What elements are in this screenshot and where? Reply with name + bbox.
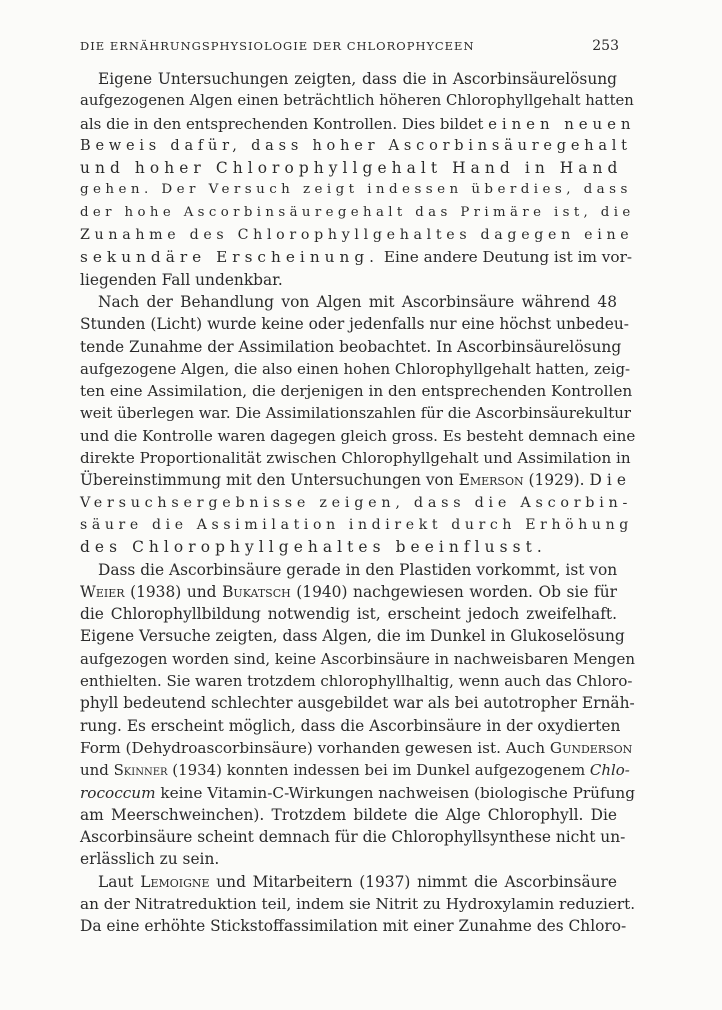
text-segment: Die [589, 471, 632, 490]
text-line [80, 848, 617, 870]
text-line [80, 715, 621, 737]
text-segment: säure die Assimilation indirekt durch Erhöhung [80, 516, 633, 533]
text-line [80, 224, 634, 246]
running-head [80, 38, 619, 54]
text-segment: Lemoigne [140, 872, 210, 891]
paragraph [80, 291, 636, 559]
text-line [80, 737, 633, 759]
text-line [80, 90, 634, 112]
text-segment: ten eine Assimilation, die derjenigen in den entsprechenden Kontrollen [80, 382, 633, 401]
text-line [80, 358, 631, 380]
text-line [80, 336, 622, 358]
text-segment: und [80, 761, 114, 780]
text-line [80, 68, 617, 90]
text-line [80, 603, 617, 625]
text-segment: enthielten. Sie waren trotzdem chlorophyllhaltig, wenn auch das Chloro- [80, 672, 633, 691]
text-segment: am Meerschweinchen). Trotzdem bildete die Alge Chlorophyll. Die [80, 805, 617, 824]
page-number: 253 [592, 38, 619, 54]
text-line [80, 135, 632, 157]
text-line [80, 202, 635, 224]
text-segment: Eigene Versuche zeigten, dass Algen, die im Dunkel in Glukoselösung [80, 627, 625, 646]
text-segment: des Chlorophyllgehaltes beeinflusst. [80, 538, 547, 557]
text-line [80, 915, 627, 937]
text-segment: keine Vitamin-C-Wirkungen nachweisen (biologische Prüfung [155, 783, 636, 802]
text-segment: die Chlorophyllbildung notwendig ist, erscheint jedoch zweifelhaft. [80, 605, 617, 624]
text-line [80, 536, 617, 558]
text-segment: und hoher Chlorophyllgehalt Hand in Hand [80, 159, 623, 178]
body-text [80, 68, 636, 938]
text-line [80, 759, 630, 781]
text-segment: Form (Dehydroascorbinsäure) vorhanden gewesen ist. Auch [80, 738, 550, 757]
text-segment: (1938) und [124, 582, 223, 601]
text-line [80, 893, 636, 915]
text-line [80, 782, 636, 804]
text-line [80, 514, 633, 536]
running-title: DIE ERNÄHRUNGSPHYSIOLOGIE DER CHLOROPHYCEEN [80, 39, 475, 53]
text-line [80, 625, 625, 647]
text-line [80, 113, 636, 135]
text-line [80, 871, 617, 893]
text-segment: der hohe Ascorbinsäuregehalt das Primäre ist, die [80, 204, 635, 220]
text-line [80, 469, 632, 491]
text-segment: als die in den entsprechenden Kontrollen. Dies bildet [80, 114, 489, 133]
text-segment: Weier [80, 582, 125, 601]
text-segment: Nach der Behandlung von Algen mit Ascorbinsäure während 48 [98, 292, 617, 311]
text-segment: rococcum [80, 783, 156, 802]
text-segment: Dass die Ascorbinsäure gerade in den Plastiden vorkommt, ist von [98, 560, 618, 579]
text-segment: Übereinstimmung mit den Untersuchungen von [80, 471, 459, 490]
text-segment: Laut [98, 872, 141, 891]
text-line [80, 179, 632, 201]
text-segment: Eine andere Deutung ist im vor- [379, 248, 633, 267]
text-segment: Stunden (Licht) wurde keine oder jedenfalls nur eine höchst unbedeu- [80, 315, 629, 334]
text-segment: direkte Proportionalität zwischen Chlorophyllgehalt und Assimilation in [80, 449, 631, 468]
text-segment: tende Zunahme der Assimilation beobachtet. In Ascorbinsäurelösung [80, 337, 622, 356]
text-segment: Emerson [458, 471, 524, 490]
text-line [80, 313, 629, 335]
text-segment: (1940) nachgewiesen worden. Ob sie für [290, 582, 617, 601]
text-segment: weit überlegen war. Die Assimilationszahlen für die Ascorbinsäurekultur [80, 404, 631, 423]
text-segment: aufgezogen worden sind, keine Ascorbinsäure in nachweisbaren Mengen [80, 649, 635, 668]
text-segment: aufgezogenen Algen einen beträchtlich höheren Chlorophyllgehalt hatten [80, 92, 634, 110]
text-segment: aufgezogene Algen, die also einen hohen Chlorophyllgehalt hatten, zeig- [80, 359, 631, 378]
text-segment: phyll bedeutend schlechter ausgebildet war als bei autotropher Ernäh- [80, 694, 635, 713]
text-segment: Gunderson [549, 738, 633, 757]
text-segment: sekundäre Erscheinung. [80, 248, 380, 267]
text-segment: Skinner [113, 761, 168, 780]
text-segment: erlässlich zu sein. [80, 850, 220, 869]
text-line [80, 291, 617, 313]
text-segment: rung. Es erscheint möglich, dass die Ascorbinsäure in der oxydierten [80, 716, 621, 735]
text-line [80, 826, 626, 848]
text-segment: Eigene Untersuchungen zeigten, dass die in Ascorbinsäurelösung [98, 70, 617, 88]
text-line [80, 246, 633, 268]
text-line [80, 648, 635, 670]
text-segment: an der Nitratreduktion teil, indem sie Nitrit zu Hydroxylamin reduziert. [80, 894, 636, 913]
text-segment: und die Kontrolle waren dagegen gleich gross. Es besteht demnach eine [80, 426, 636, 445]
text-segment: liegenden Fall undenkbar. [80, 270, 283, 289]
text-line [80, 447, 631, 469]
text-segment: Da eine erhöhte Stickstoffassimilation mit einer Zunahme des Chloro- [80, 917, 627, 936]
text-line [80, 804, 617, 826]
text-line [80, 670, 633, 692]
text-segment: (1929). [523, 471, 590, 490]
paragraph [80, 68, 636, 291]
text-line [80, 425, 636, 447]
text-segment: und Mitarbeitern (1937) nimmt die Ascorbinsäure [209, 872, 617, 891]
text-line [80, 380, 633, 402]
text-segment: Chlo- [589, 761, 630, 780]
text-segment: Versuchsergebnisse zeigen, dass die Ascorbin- [80, 494, 633, 511]
text-segment: einen neuen [488, 114, 636, 133]
text-line [80, 692, 635, 714]
text-line [80, 402, 631, 424]
text-segment: Beweis dafür, dass hoher Ascorbinsäuregehalt [80, 137, 632, 154]
paragraph [80, 559, 636, 871]
text-line [80, 492, 633, 514]
text-line [80, 559, 617, 581]
text-line [80, 269, 617, 291]
text-segment: gehen. Der Versuch zeigt indessen überdies, dass [80, 182, 632, 198]
text-line [80, 581, 617, 603]
text-segment: (1934) konnten indessen bei im Dunkel aufgezogenem [167, 761, 590, 780]
text-line [80, 157, 623, 179]
paragraph [80, 871, 636, 938]
text-segment: Ascorbinsäure scheint demnach für die Chlorophyllsynthese nicht un- [80, 828, 626, 847]
text-segment: Bukatsch [222, 582, 291, 601]
text-segment: Zunahme des Chlorophyllgehaltes dagegen eine [80, 227, 634, 244]
